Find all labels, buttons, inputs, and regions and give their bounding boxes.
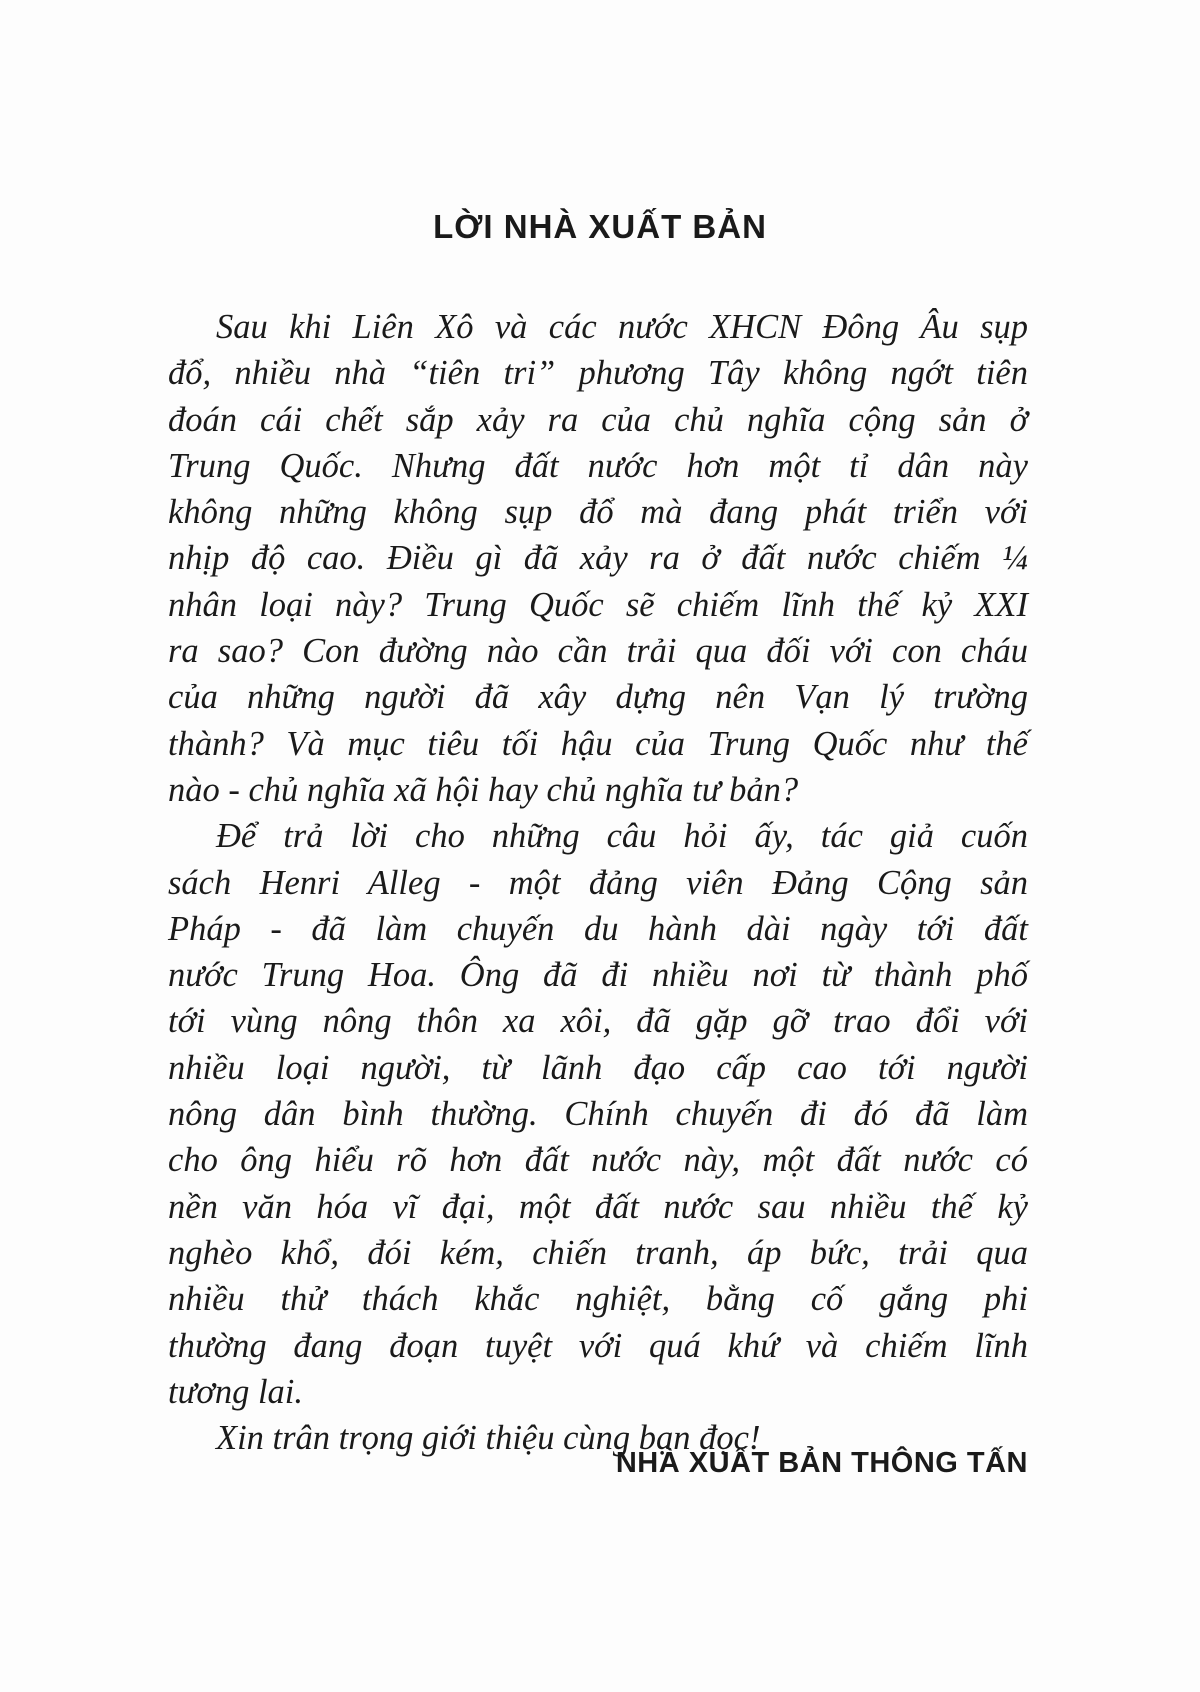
text-line: nhiều thử thách khắc nghiệt, bằng cố gắng phi — [168, 1280, 1028, 1319]
text-line: nghèo khổ, đói kém, chiến tranh, áp bức, trải qua — [168, 1233, 1028, 1272]
text-line: cho ông hiểu rõ hơn đất nước này, một đất nước có — [168, 1141, 1028, 1180]
text-line: sách Henri Alleg - một đảng viên Đảng Cộng sản — [168, 863, 1028, 902]
text-line: đoán cái chết sắp xảy ra của chủ nghĩa cộng sản ở — [168, 400, 1028, 439]
text-line: tương lai. — [168, 1372, 303, 1411]
text-line: không những không sụp đổ mà đang phát triển với — [168, 493, 1028, 532]
text-line: đổ, nhiều nhà “tiên tri” phương Tây không ngớt tiên — [168, 354, 1028, 393]
body-text — [168, 304, 1028, 1461]
closing-line: Xin trân trọng giới thiệu cùng bạn đọc! — [216, 1419, 761, 1458]
text-line: Để trả lời cho những câu hỏi ấy, tác giả cuốn — [216, 817, 1028, 856]
text-line: Sau khi Liên Xô và các nước XHCN Đông Âu sụp — [216, 308, 1028, 346]
text-line: Trung Quốc. Nhưng đất nước hơn một tỉ dân này — [168, 446, 1028, 485]
page-title: LỜI NHÀ XUẤT BẢN — [433, 208, 767, 245]
text-line: tới vùng nông thôn xa xôi, đã gặp gỡ trao đổi với — [168, 1002, 1028, 1041]
text-line: thường đang đoạn tuyệt với quá khứ và chiếm lĩnh — [168, 1326, 1028, 1365]
text-line: nhân loại này? Trung Quốc sẽ chiếm lĩnh thế kỷ XXI — [168, 585, 1028, 624]
text-line: thành? Và mục tiêu tối hậu của Trung Quốc như thế — [168, 724, 1028, 763]
text-line: nền văn hóa vĩ đại, một đất nước sau nhiều thế kỷ — [168, 1187, 1028, 1226]
text-line: nước Trung Hoa. Ông đã đi nhiều nơi từ thành phố — [168, 956, 1028, 995]
publisher-signature: NHÀ XUẤT BẢN THÔNG TẤN — [615, 1447, 1028, 1479]
text-line: nào - chủ nghĩa xã hội hay chủ nghĩa tư bản? — [168, 770, 799, 809]
text-line: nhịp độ cao. Điều gì đã xảy ra ở đất nước chiếm ¼ — [168, 539, 1028, 578]
text-line: Pháp - đã làm chuyến du hành dài ngày tới đất — [168, 909, 1028, 948]
text-line: của những người đã xây dựng nên Vạn lý trường — [168, 678, 1028, 717]
text-line: nông dân bình thường. Chính chuyến đi đó đã làm — [168, 1095, 1028, 1134]
text-line: ra sao? Con đường nào cần trải qua đối với con cháu — [168, 632, 1028, 671]
text-line: nhiều loại người, từ lãnh đạo cấp cao tới người — [168, 1048, 1028, 1087]
